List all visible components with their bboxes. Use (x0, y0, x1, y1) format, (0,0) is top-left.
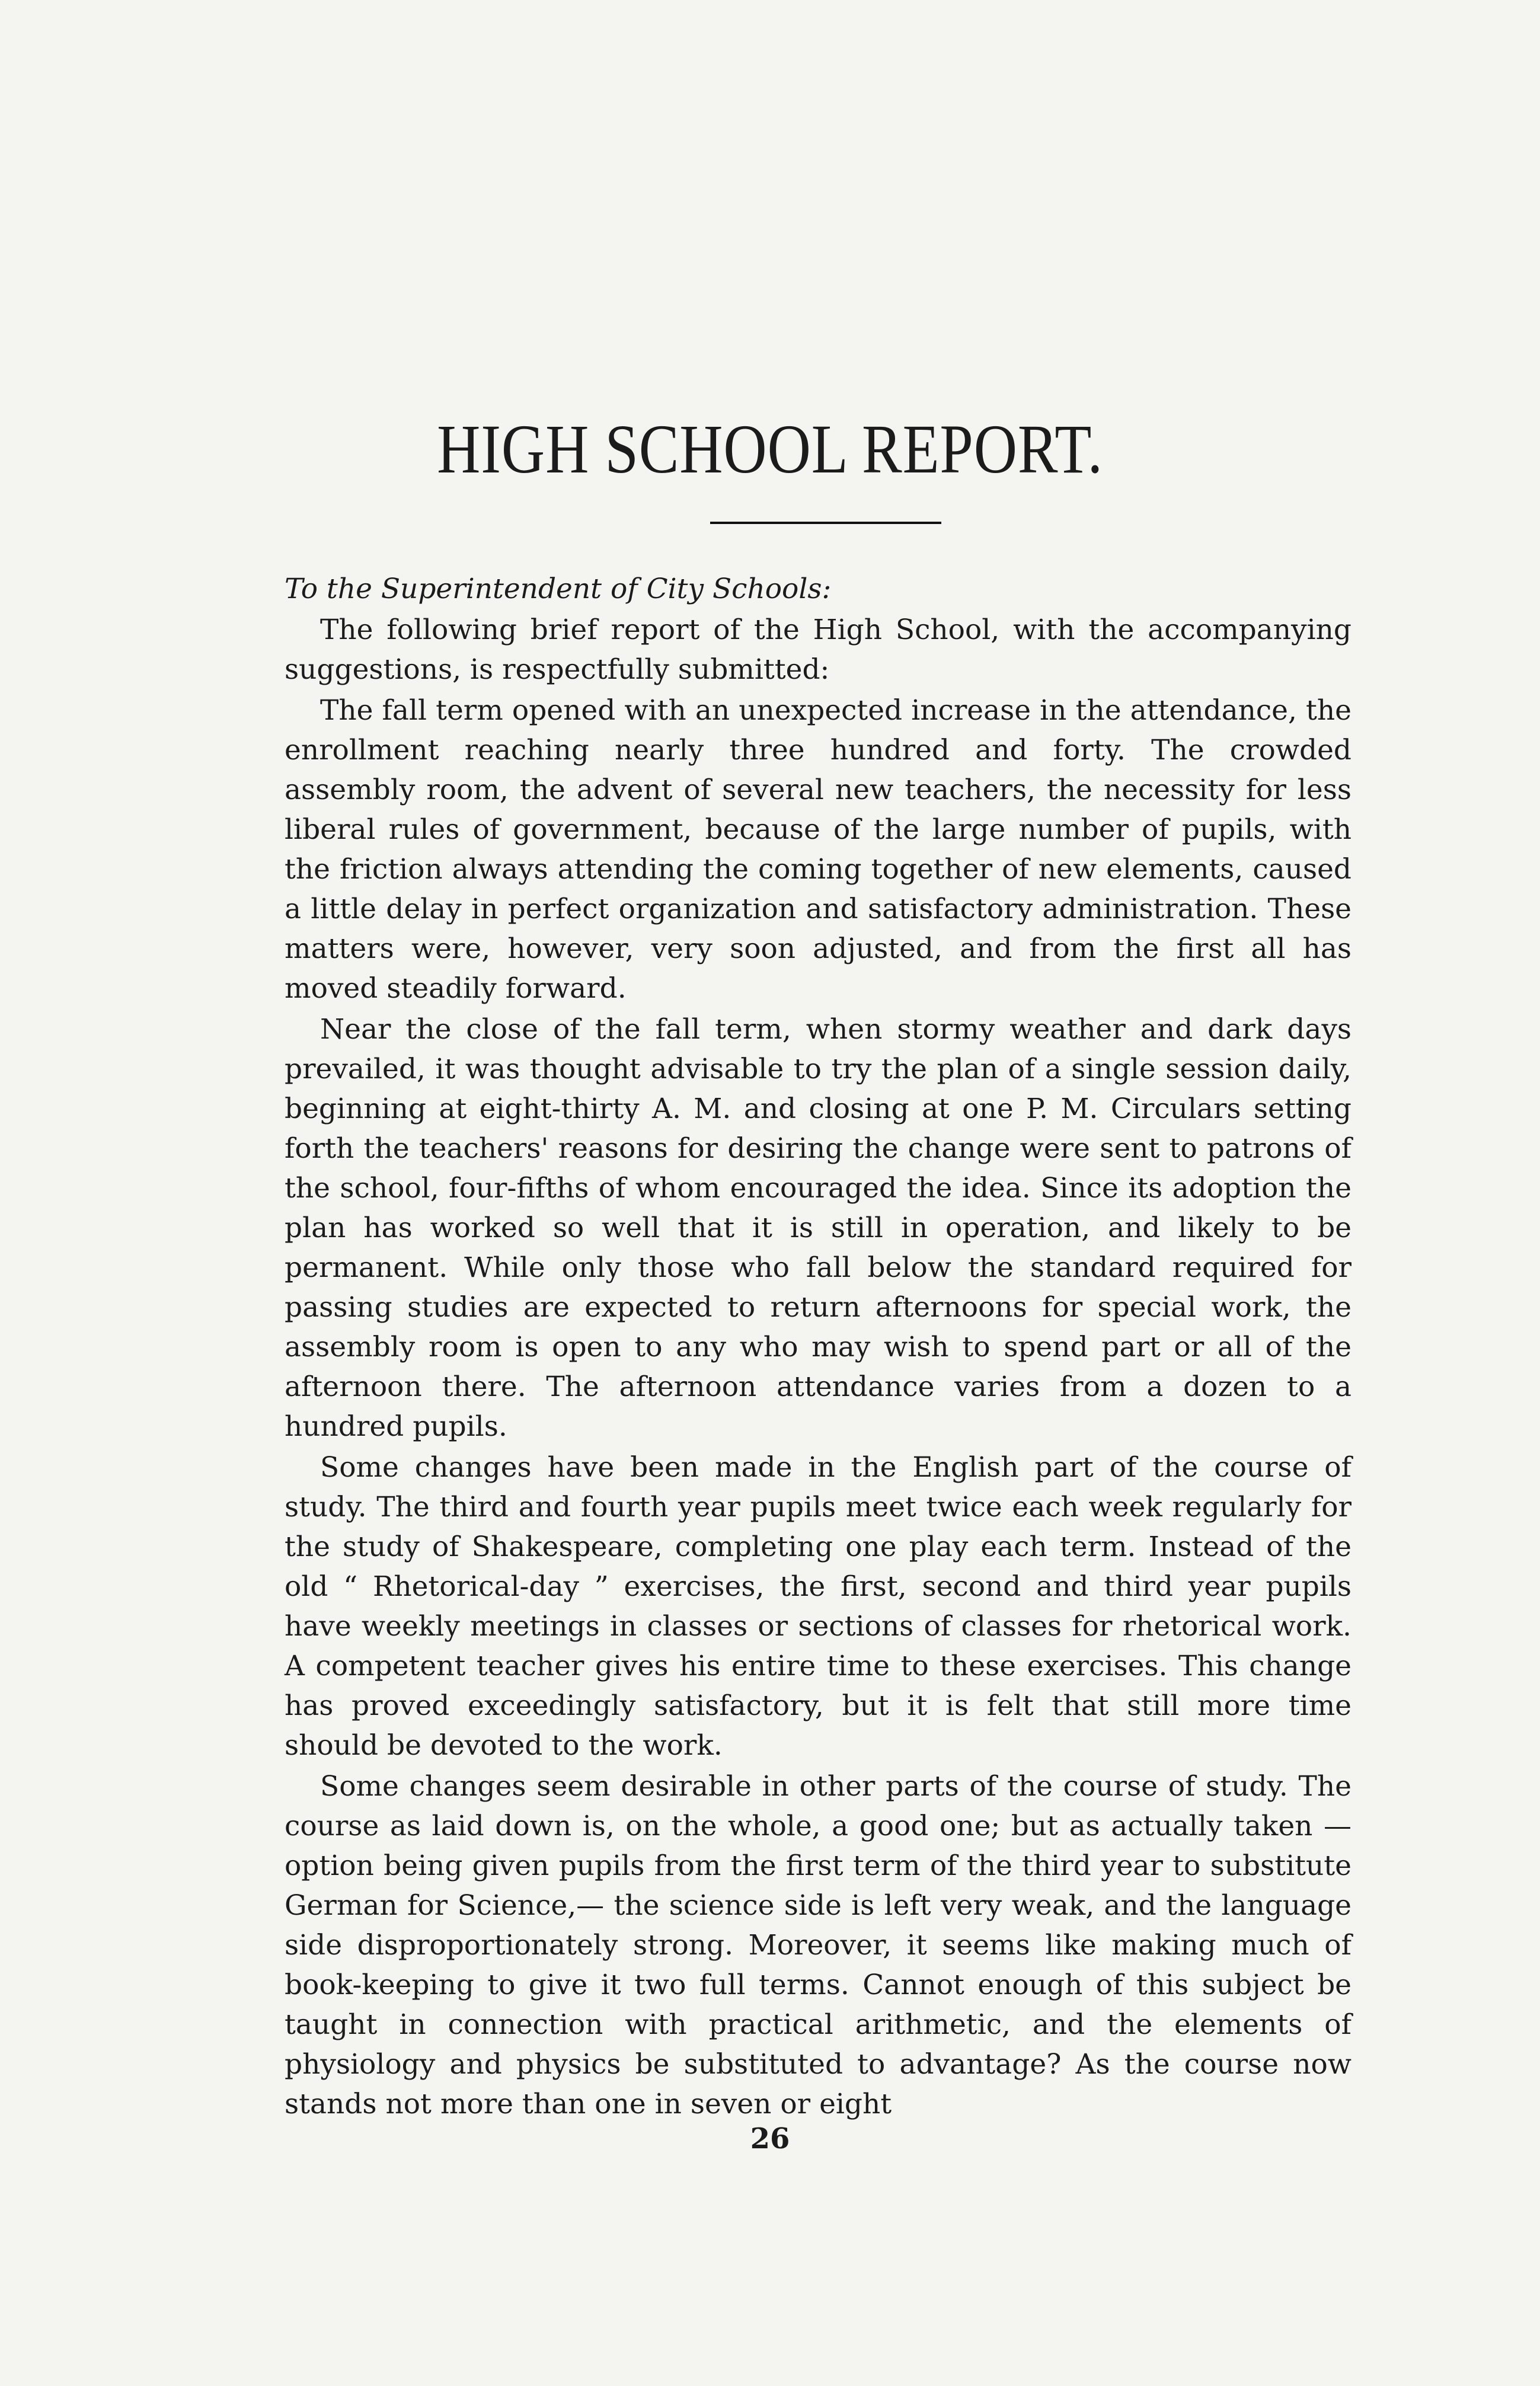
salutation: To the Superintendent of City Schools: (285, 573, 832, 605)
paragraph-3: Near the close of the fall term, when stormy weather and dark days prevailed, it was thought advisable to try the plan of a single session daily, beginning at eight-thirty A. M. and closing at one P. M. Circulars setting forth the teachers' reasons for desiring the change were sent to patrons of the school, four-fifths of whom encouraged the idea. Since its adoption the plan has worked so well that it is still in operation, and likely to be permanent. While only those who fall below the standard required for passing studies are expected to return afternoons for special work, the assembly room is open to any who may wish to spend part or all of the afternoon there. The afternoon attendance varies from a dozen to a hundred pupils. (285, 1013, 1352, 1443)
paragraph-2: The fall term opened with an unexpected increase in the attendance, the enrollment reaching nearly three hundred and forty. The crowded assembly room, the advent of several new teachers, the necessity for less liberal rules of government, because of the large number of pupils, with the friction always attending the coming together of new elements, caused a little delay in perfect organization and satisfactory administration. These matters were, however, very soon adjusted, and from the first all has moved steadily forward. (285, 694, 1352, 1005)
page-title: HIGH SCHOOL REPORT. (437, 410, 1103, 488)
page-number: 26 (750, 2122, 790, 2155)
paragraph-1: The following brief report of the High School, with the accompanying suggestions, is respectfully submitted: (285, 614, 1352, 686)
title-rule (710, 522, 941, 524)
paragraph-5: Some changes seem desirable in other parts of the course of study. The course as laid down is, on the whole, a good one; but as actually taken —option being given pupils from the first term of the third year to substitute German for Science,— the science side is left very weak, and the language side disproportionately strong. Moreover, it seems like making much of book-keeping to give it two full terms. Cannot enough of this subject be taught in connection with practical arithmetic, and the elements of physiology and physics be substituted to advantage? As the course now stands not more than one in seven or eight (285, 1770, 1352, 2120)
paragraph-4: Some changes have been made in the English part of the course of study. The third and fourth year pupils meet twice each week regularly for the study of Shakespeare, completing one play each term. Instead of the old “ Rhetorical-day ” exercises, the first, second and third year pupils have weekly meetings in classes or sections of classes for rhetorical work. A competent teacher gives his entire time to these exercises. This change has proved exceedingly satisfactory, but it is felt that still more time should be devoted to the work. (285, 1451, 1352, 1762)
report-body (285, 569, 1352, 2125)
